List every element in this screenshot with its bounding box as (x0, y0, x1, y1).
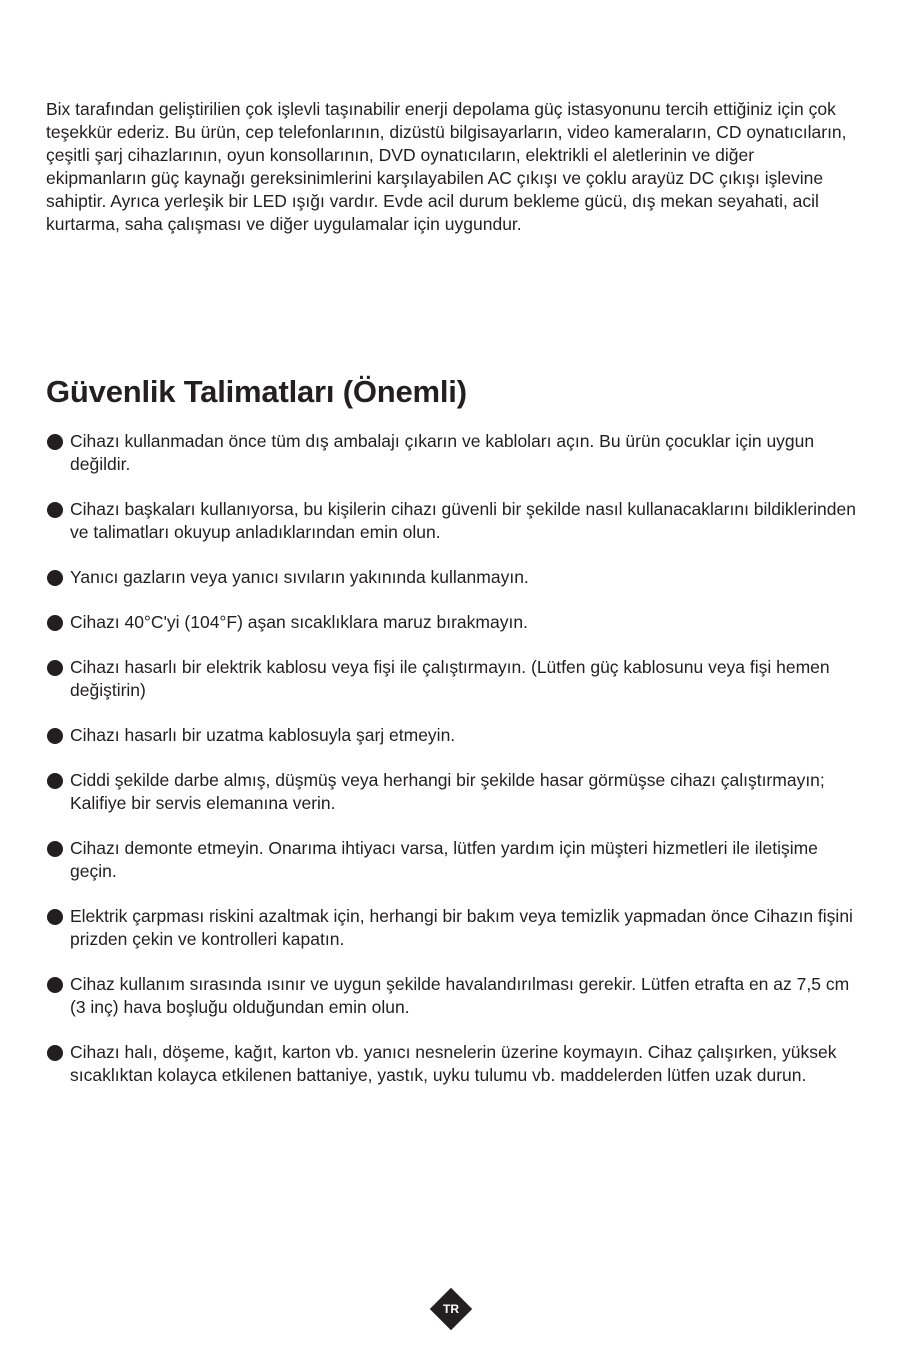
bullet-icon (47, 977, 63, 993)
page-language-badge (429, 1287, 473, 1331)
bullet-icon (47, 434, 63, 450)
list-item-text: Cihazı 40°C'yi (104°F) aşan sıcaklıklara maruz bırakmayın. (70, 612, 528, 632)
list-item-text: Cihazı hasarlı bir uzatma kablosuyla şarj etmeyin. (70, 725, 456, 745)
list-item-text: Cihazı başkaları kullanıyorsa, bu kişilerin cihazı güvenli bir şekilde nasıl kullanacaklarını bildiklerinden ve talimatları okuyup anladıklarından emin olun. (70, 499, 856, 542)
list-item (46, 973, 861, 1019)
list-item (46, 837, 861, 883)
list-item-text: Cihaz kullanım sırasında ısınır ve uygun şekilde havalandırılması gerekir. Lütfen etrafta en az 7,5 cm (3 inç) hava boşluğu olduğundan emin olun. (70, 974, 850, 1017)
bullet-icon (47, 909, 63, 925)
list-item (46, 566, 861, 589)
list-item (46, 769, 861, 815)
list-item (46, 905, 861, 951)
list-item (46, 498, 861, 544)
bullet-icon (47, 660, 63, 676)
list-item (46, 430, 861, 476)
intro-paragraph: Bix tarafından geliştirilien çok işlevli taşınabilir enerji depolama güç istasyonunu tercih ettiğiniz için çok teşekkür ederiz. Bu ürün, cep telefonlarının, dizüstü bilgisayarların, video kameraların, CD oynatıcıların, çeşitli şarj cihazlarının, oyun konsollarının, DVD oynatıcıların, elektrikli el aletlerinin ve diğer ekipmanların güç kaynağı gereksinimlerini karşılayabilen AC çıkışı ve çoklu arayüz DC çıkışı işlevine sahiptir. Ayrıca yerleşik bir LED ışığı vardır. Evde acil durum bekleme gücü, dış mekan seyahati, acil kurtarma, saha çalışması ve diğer uygulamalar için uygundur. (46, 99, 847, 234)
list-item (46, 1041, 861, 1087)
list-item-text: Ciddi şekilde darbe almış, düşmüş veya herhangi bir şekilde hasar görmüşse cihazı çalıştırmayın; Kalifiye bir servis elemanına verin. (70, 770, 825, 813)
bullet-icon (47, 841, 63, 857)
bullet-icon (47, 1045, 63, 1061)
list-item-text: Cihazı demonte etmeyin. Onarıma ihtiyacı varsa, lütfen yardım için müşteri hizmetleri ile iletişime geçin. (70, 838, 818, 881)
safety-instructions-list (46, 430, 861, 1109)
bullet-icon (47, 728, 63, 744)
page-language-label: TR (443, 1302, 459, 1316)
list-item (46, 724, 861, 747)
list-item-text: Cihazı kullanmadan önce tüm dış ambalajı çıkarın ve kabloları açın. Bu ürün çocuklar için uygun değildir. (70, 431, 815, 474)
list-item-text: Elektrik çarpması riskini azaltmak için, herhangi bir bakım veya temizlik yapmadan önce Cihazın fişini prizden çekin ve kontrolleri kapatın. (70, 906, 853, 949)
list-item-text: Cihazı hasarlı bir elektrik kablosu veya fişi ile çalıştırmayın. (Lütfen güç kablosunu veya fişi hemen değiştirin) (70, 657, 830, 700)
list-item (46, 656, 861, 702)
bullet-icon (47, 773, 63, 789)
bullet-icon (47, 615, 63, 631)
section-title: Güvenlik Talimatları (Önemli) (46, 374, 467, 409)
list-item-text: Cihazı halı, döşeme, kağıt, karton vb. yanıcı nesnelerin üzerine koymayın. Cihaz çalışırken, yüksek sıcaklıktan kolayca etkilenen battaniye, yastık, uyku tulumu vb. maddelerden lütfen uzak durun. (70, 1042, 837, 1085)
list-item (46, 611, 861, 634)
list-item-text: Yanıcı gazların veya yanıcı sıvıların yakınında kullanmayın. (70, 567, 529, 587)
bullet-icon (47, 502, 63, 518)
bullet-icon (47, 570, 63, 586)
